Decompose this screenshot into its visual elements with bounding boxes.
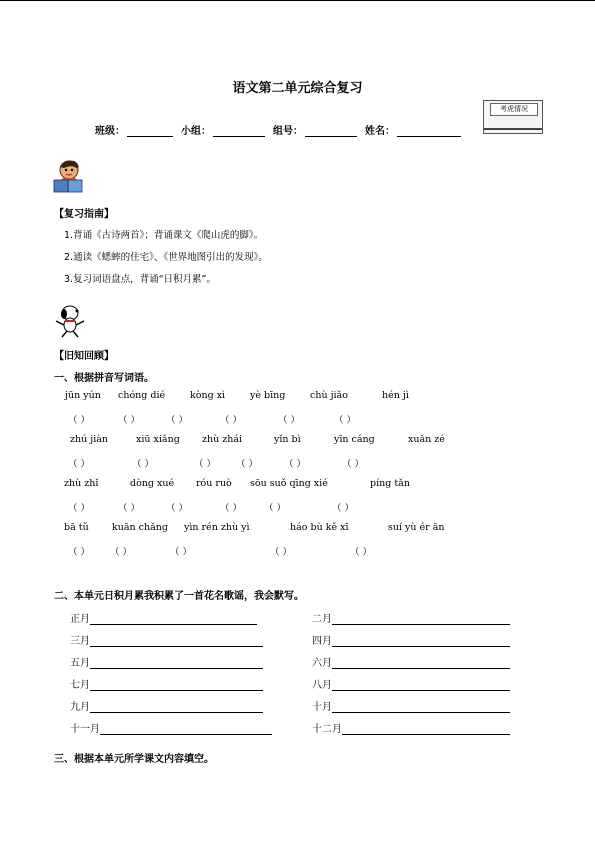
month-label: 七月 [70,680,90,691]
answer-3-5[interactable]: （ ） [264,503,287,514]
pinyin-3-1: zhù zhǐ [64,478,99,489]
pinyin-2-1: zhú jiàn [70,434,109,445]
pinyin-4-5: suí yù ér ān [388,522,445,533]
group-no-field[interactable] [305,125,357,137]
guide-item-1: 1.背诵《古诗两首》；背诵课文《爬山虎的脚》。 [64,230,264,241]
pinyin-1-4: yè bīng [250,390,286,401]
pinyin-2-5: yīn cáng [334,434,375,445]
answer-1-5[interactable]: （ ） [278,415,301,426]
month-answer-line[interactable] [90,701,263,713]
answer-4-3[interactable]: （ ） [170,547,193,558]
class-info-line [95,122,469,137]
month-answer-line[interactable] [90,679,263,691]
month-row-left-4 [70,676,263,691]
answer-3-3[interactable]: （ ） [166,503,189,514]
stamp-bar [484,128,542,130]
pinyin-1-3: kòng xì [190,390,226,401]
month-answer-line[interactable] [332,635,510,647]
month-row-right-1 [312,610,510,625]
answer-3-2[interactable]: （ ） [118,503,141,514]
month-label: 八月 [312,680,332,691]
section2-title: 二、本单元日积月累我积累了一首花名歌谣，我会默写。 [54,591,304,602]
answer-3-1[interactable]: （ ） [68,503,91,514]
answer-1-1[interactable]: （ ） [68,415,91,426]
review-heading: 【旧知回顾】 [54,351,114,362]
month-answer-line[interactable] [90,635,263,647]
pinyin-3-2: dòng xué [130,478,175,489]
month-answer-line[interactable] [90,613,257,625]
class-label: 班级： [95,126,125,137]
page-title: 语文第二单元综合复习 [232,81,363,96]
section3-title: 三、根据本单元所学课文内容填空。 [54,754,214,765]
pinyin-2-3: zhù zhái [202,434,243,445]
dog-illustration [52,303,88,339]
answer-1-4[interactable]: （ ） [220,415,243,426]
pinyin-2-4: yǐn bì [274,434,301,445]
month-label: 十二月 [312,724,342,735]
month-row-right-2 [312,632,510,647]
answer-2-6[interactable]: （ ） [342,459,365,470]
pinyin-1-5: chù jiǎo [310,390,348,401]
class-field[interactable] [127,125,173,137]
month-label: 十月 [312,702,332,713]
month-label: 三月 [70,636,90,647]
guide-item-2: 2.通读《蟋蟀的住宅》、《世界地图引出的发现》。 [64,252,268,263]
month-answer-line[interactable] [332,657,510,669]
answer-2-5[interactable]: （ ） [284,459,307,470]
answer-2-1[interactable]: （ ） [68,459,91,470]
answer-2-4[interactable]: （ ） [236,459,259,470]
answer-2-2[interactable]: （ ） [132,459,155,470]
month-label: 十一月 [70,724,100,735]
group-field[interactable] [213,125,265,137]
month-row-left-5 [70,698,263,713]
pinyin-4-1: bā tǔ [64,522,89,533]
month-answer-line[interactable] [332,679,510,691]
top-rule [0,0,595,1]
month-label: 六月 [312,658,332,669]
pinyin-3-3: róu ruò [196,478,232,489]
name-label: 姓名： [365,126,395,137]
month-label: 五月 [70,658,90,669]
answer-4-5[interactable]: （ ） [350,547,373,558]
answer-3-4[interactable]: （ ） [220,503,243,514]
name-field[interactable] [397,125,461,137]
answer-3-6[interactable]: （ ） [332,503,355,514]
answer-2-3[interactable]: （ ） [194,459,217,470]
group-no-label: 组号： [273,126,303,137]
pinyin-1-1: jūn yún [65,390,101,401]
section1-title: 一、根据拼音写词语。 [54,373,154,384]
guide-item-3: 3.复习词语盘点，背诵“日积月累”。 [64,274,216,285]
month-answer-line[interactable] [90,657,263,669]
month-label: 四月 [312,636,332,647]
month-label: 二月 [312,614,332,625]
month-row-left-6 [70,720,272,735]
answer-4-4[interactable]: （ ） [270,547,293,558]
month-row-right-5 [312,698,510,713]
month-row-right-4 [312,676,510,691]
pinyin-3-5: píng tǎn [370,478,410,489]
month-answer-line[interactable] [332,613,510,625]
month-row-right-6 [312,720,510,735]
guide-heading: 【复习指南】 [54,209,114,220]
pinyin-3-4: sōu suǒ qīng xié [250,478,328,489]
pinyin-1-6: hén jì [382,390,409,401]
answer-1-2[interactable]: （ ） [118,415,141,426]
answer-1-6[interactable]: （ ） [334,415,357,426]
pinyin-2-2: xiū xiǎng [136,434,180,445]
answer-1-3[interactable]: （ ） [166,415,189,426]
pinyin-4-4: háo bù kě xī [290,522,349,533]
month-label: 正月 [70,614,90,625]
pinyin-1-2: chóng dié [118,390,166,401]
assessment-stamp [483,100,543,134]
stamp-label: 考虎情况 [490,103,538,116]
month-row-left-2 [70,632,263,647]
month-answer-line[interactable] [332,701,510,713]
reading-boy-illustration [52,158,88,196]
month-answer-line[interactable] [342,723,510,735]
month-row-right-3 [312,654,510,669]
pinyin-2-6: xuǎn zé [408,434,445,445]
answer-4-1[interactable]: （ ） [68,547,91,558]
month-row-left-1 [70,610,257,625]
pinyin-4-3: yìn rén zhù yì [184,522,250,533]
month-label: 九月 [70,702,90,713]
pinyin-4-2: kuān chǎng [112,522,168,533]
group-label: 小组： [181,126,211,137]
answer-4-2[interactable]: （ ） [110,547,133,558]
month-row-left-3 [70,654,263,669]
month-answer-line[interactable] [100,723,272,735]
